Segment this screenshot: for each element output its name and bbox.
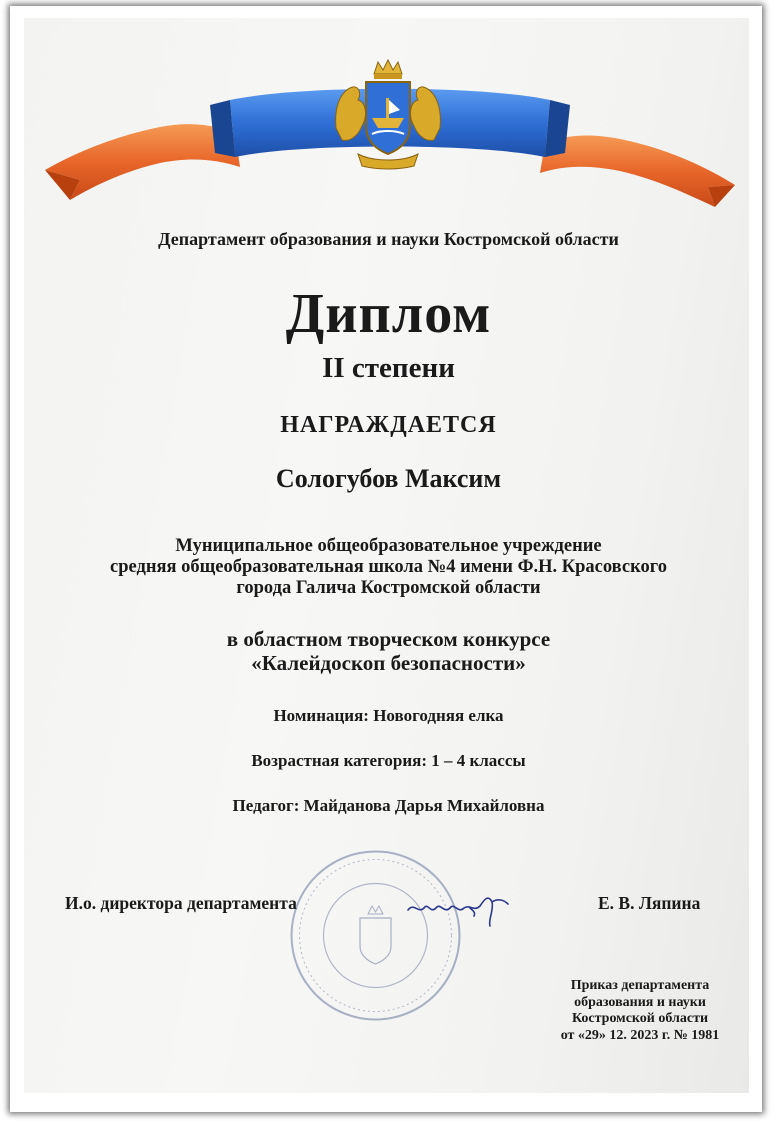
organization-line: Муниципальное общеобразовательное учреждение	[175, 536, 602, 556]
signatory-position: И.о. директора департамента	[65, 893, 297, 913]
department-name: Департамент образования и науки Костромской области	[158, 229, 619, 249]
contest-line: в областном творческом конкурсе	[226, 627, 551, 651]
handwritten-signature	[400, 880, 515, 930]
organization-block	[0, 536, 777, 599]
coat-of-arms-emblem	[328, 58, 448, 170]
organization-line: средняя общеобразовательная школа №4 имени Ф.Н. Красовского	[110, 557, 667, 577]
age-category: Возрастная категория: 1 – 4 классы	[251, 751, 526, 770]
contest-block	[0, 627, 777, 675]
signatory-name: Е. В. Ляпина	[598, 893, 701, 913]
awarded-label: НАГРАЖДАЕТСЯ	[280, 412, 497, 438]
order-date-number: от «29» 12. 2023 г. № 1981	[560, 1027, 720, 1043]
diploma-title: Диплом	[285, 283, 492, 345]
official-stamp	[288, 848, 463, 1023]
order-line: Костромской области	[571, 1011, 709, 1026]
order-line: образования и науки	[574, 994, 706, 1010]
recipient-name: Сологубов Максим	[275, 464, 502, 493]
order-line: Приказ департамента	[570, 978, 710, 993]
teacher: Педагог: Майданова Дарья Михайловна	[232, 796, 545, 815]
contest-name: «Калейдоскоп безопасности»	[251, 651, 526, 675]
diploma-degree: II степени	[322, 352, 455, 384]
ribbon-right-red	[540, 136, 735, 207]
nomination: Номинация: Новогодняя елка	[273, 706, 504, 725]
order-reference	[540, 978, 740, 1044]
organization-line: города Галича Костромской области	[236, 578, 541, 598]
